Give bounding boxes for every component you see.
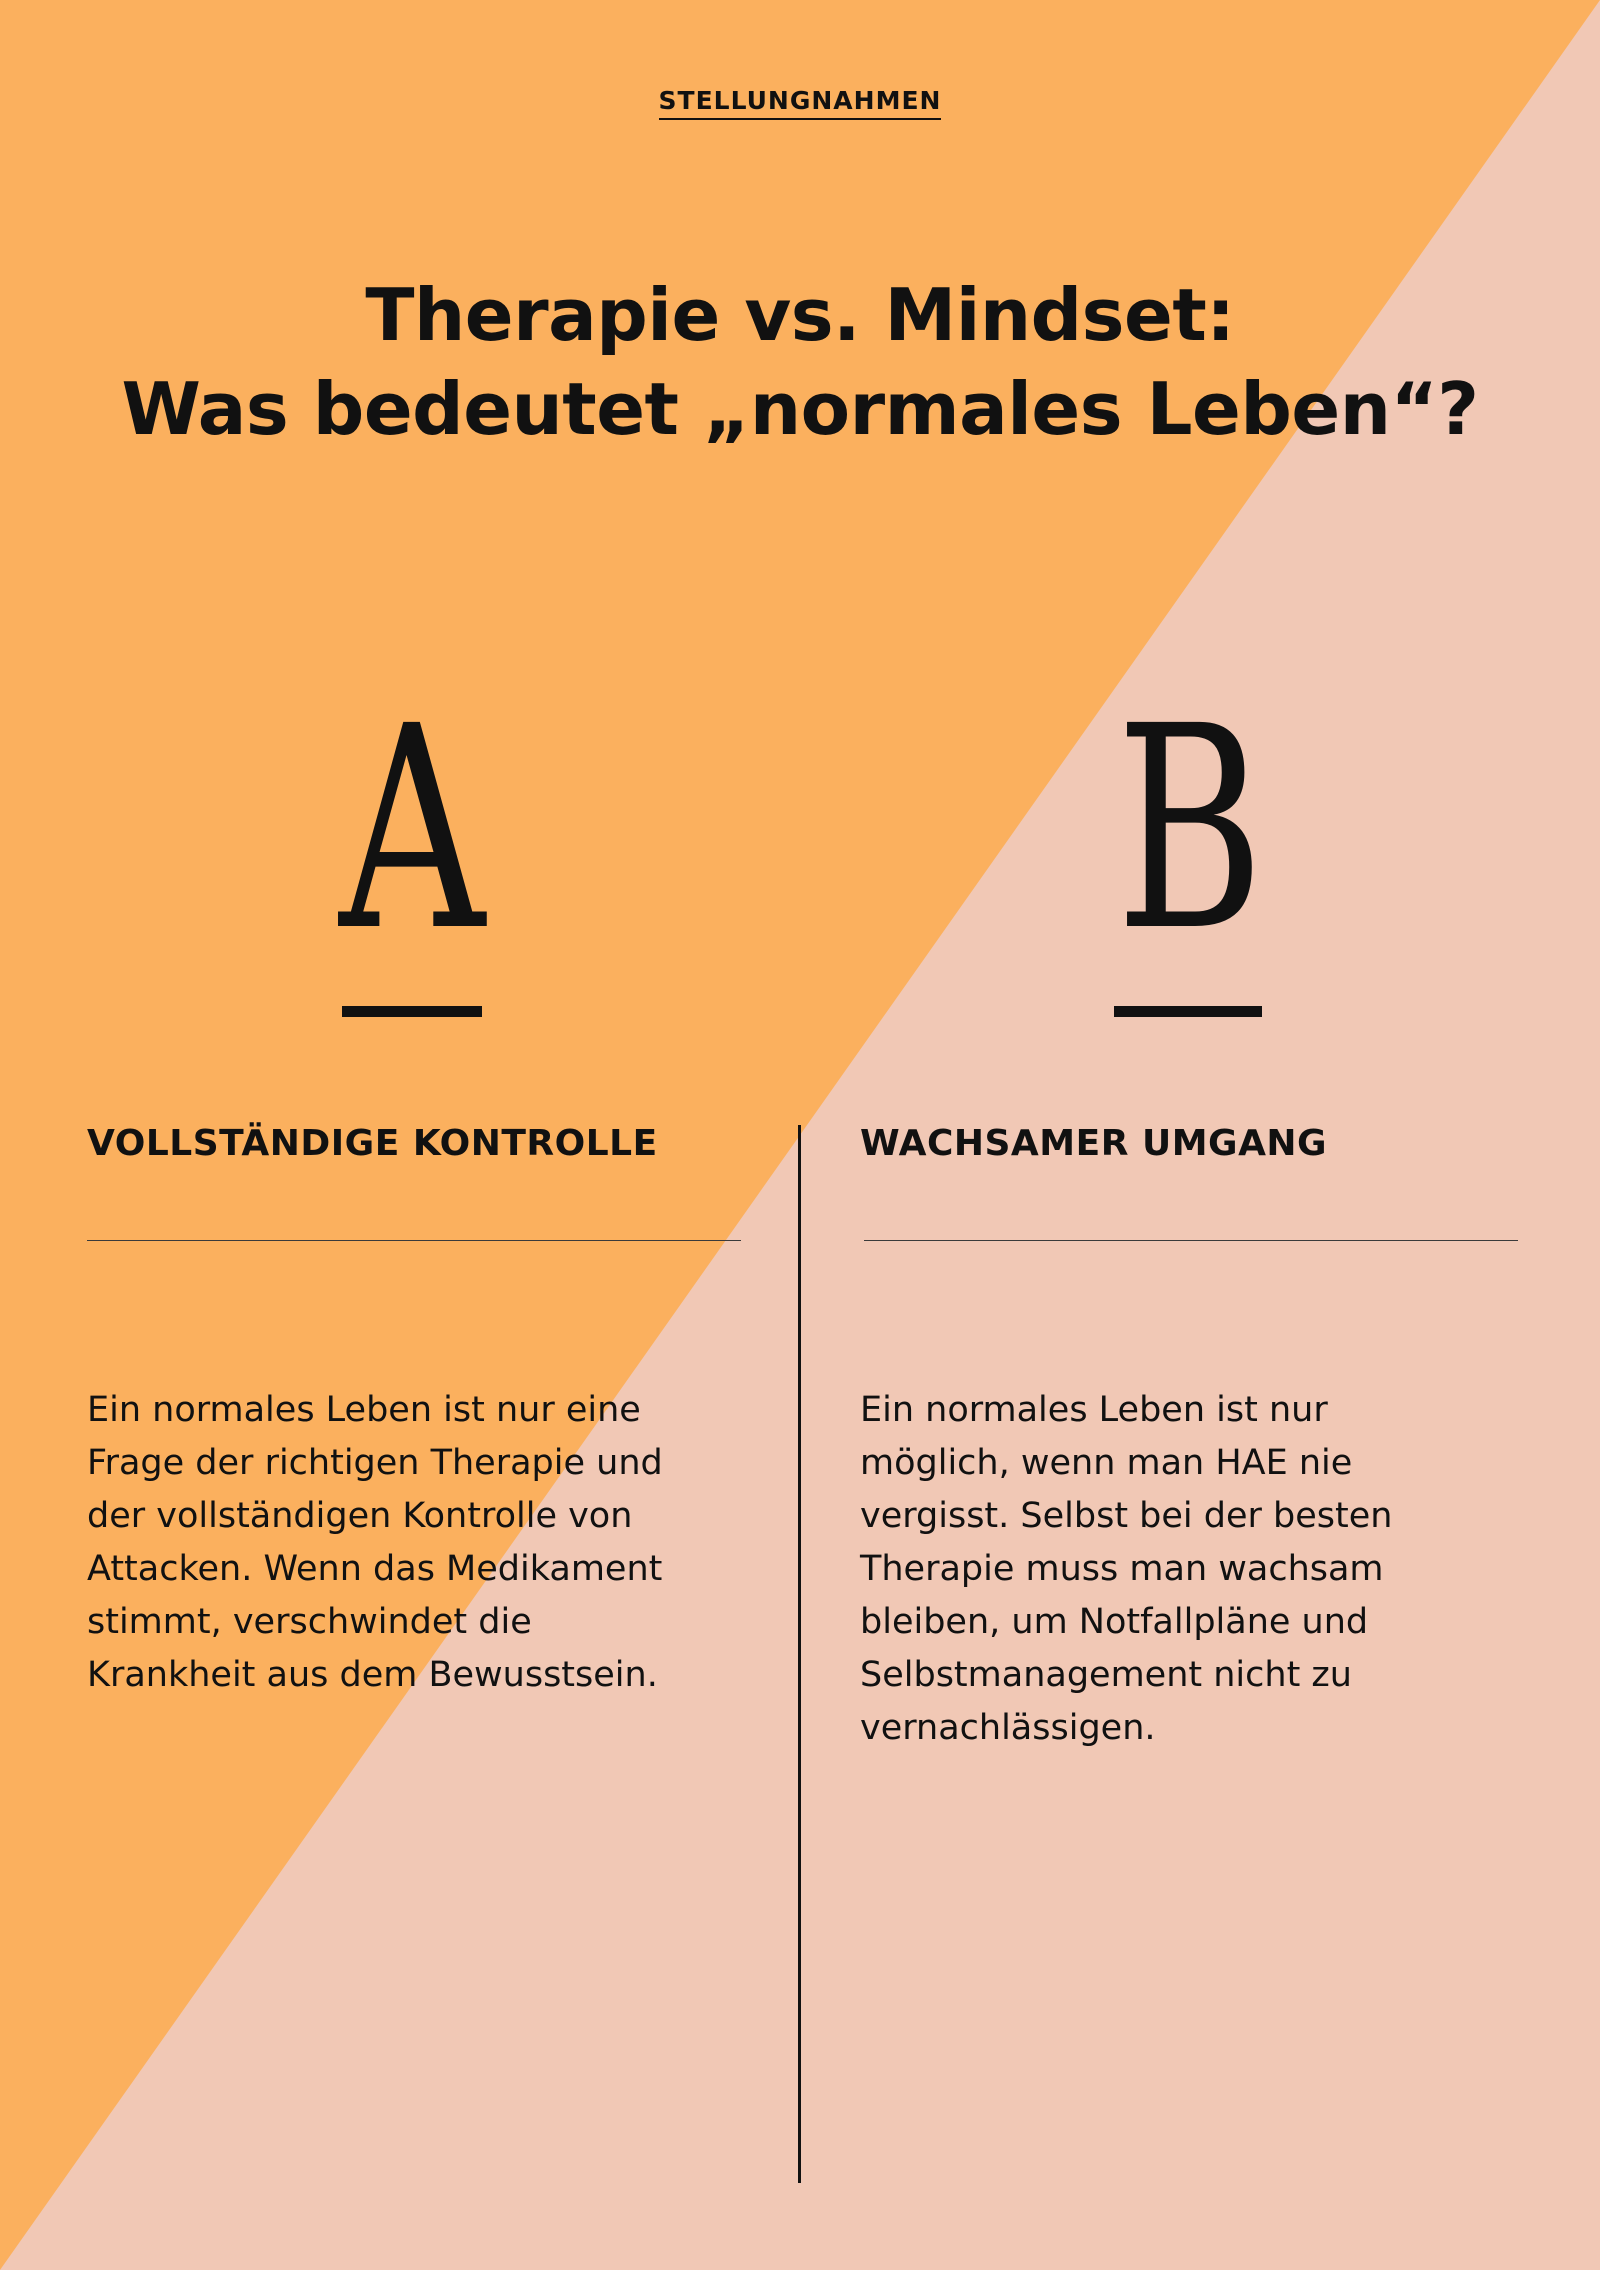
option-a-line: stimmt, verschwindet die <box>87 1602 532 1642</box>
option-b-heading: WACHSAMER UMGANG <box>860 1123 1328 1164</box>
option-b-body <box>860 1384 1540 1755</box>
option-a-line: der vollständigen Kontrolle von <box>87 1496 633 1536</box>
option-b-line: bleiben, um Notfallpläne und <box>860 1602 1369 1642</box>
option-b-letter: B <box>1115 667 1265 993</box>
option-b-line: vernachlässigen. <box>860 1708 1156 1748</box>
eyebrow-text: STELLUNGNAHMEN <box>659 86 942 120</box>
option-b-underbar <box>1114 1006 1262 1017</box>
option-a-line: Krankheit aus dem Bewusstsein. <box>87 1655 658 1695</box>
option-a-line: Ein normales Leben ist nur eine <box>87 1390 641 1430</box>
option-a-line: Attacken. Wenn das Medikament <box>87 1549 663 1589</box>
option-a-letter: A <box>339 667 485 993</box>
column-divider <box>798 1125 801 2183</box>
option-b-line: Selbstmanagement nicht zu <box>860 1655 1352 1695</box>
option-b-line: vergisst. Selbst bei der besten <box>860 1496 1393 1536</box>
option-b-line: möglich, wenn man HAE nie <box>860 1443 1353 1483</box>
option-a-heading: VOLLSTÄNDIGE KONTROLLE <box>87 1123 658 1164</box>
option-b-line: Therapie muss man wachsam <box>860 1549 1384 1589</box>
title-line-1: Therapie vs. Mindset: <box>365 273 1235 357</box>
page-title <box>0 268 1600 456</box>
option-b-line: Ein normales Leben ist nur <box>860 1390 1328 1430</box>
option-a-body <box>87 1384 767 1702</box>
option-a-rule <box>87 1240 741 1241</box>
title-line-2: Was bedeutet „normales Leben“? <box>121 367 1479 451</box>
option-b-rule <box>864 1240 1518 1241</box>
option-a-underbar <box>342 1006 482 1017</box>
eyebrow-label <box>0 86 1600 120</box>
option-a-line: Frage der richtigen Therapie und <box>87 1443 663 1483</box>
